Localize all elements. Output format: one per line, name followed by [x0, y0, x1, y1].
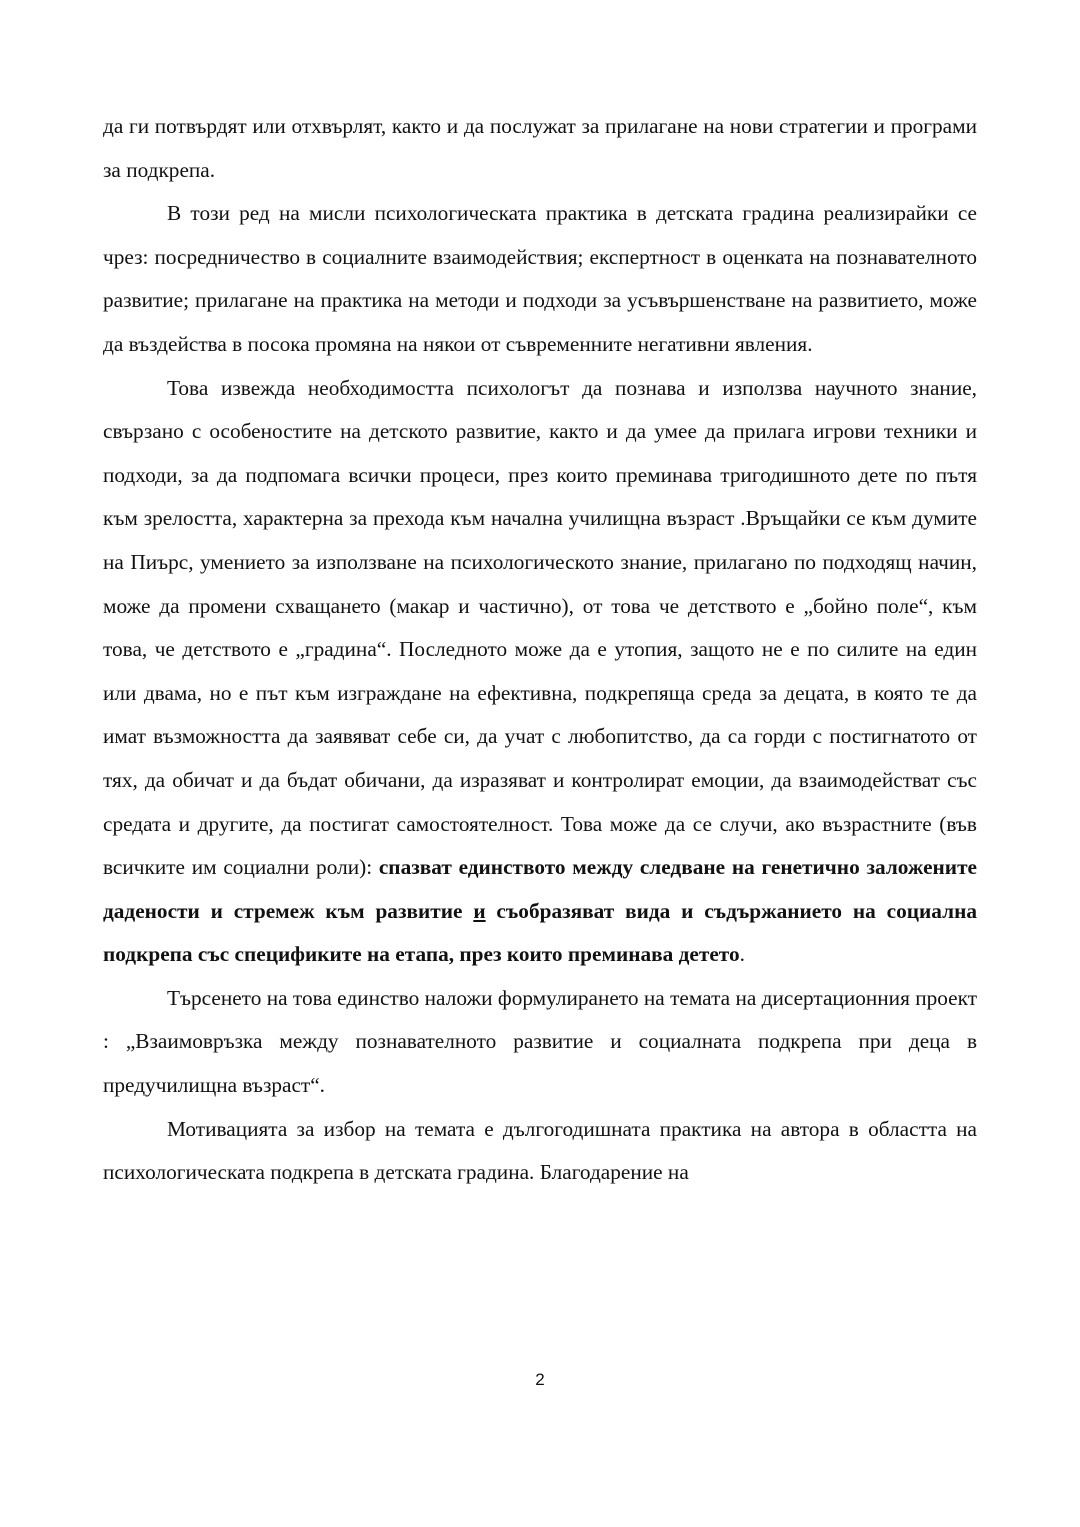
paragraph-3-end: .: [739, 942, 745, 967]
page-number: 2: [535, 1370, 545, 1389]
paragraph-3-underlined: и: [473, 898, 486, 923]
paragraph-3: [103, 367, 977, 977]
paragraph-3-bold-2: съобразяват вида и съдържанието на социална подкрепа със спецификите на етапа, през които преминава детето: [103, 898, 977, 967]
paragraph-4: Търсенето на това единство наложи формулирането на темата на дисертационния проект : „Взаимовръзка между познавателното развитие и социалната подкрепа при деца в предучилищна възраст“.: [103, 985, 977, 1098]
paragraph-5: Мотивацията за избор на темата е дългогодишната практика на автора в областта на психологическата подкрепа в детската градина. Благодарение на: [103, 1116, 977, 1185]
paragraph-3-text: Това извежда необходимостта психологът да познава и използва научното знание, свързано с особеностите на детското развитие, както и да умее да прилага игрови техники и подходи, за да подпомага всички процеси, през които преминава тригодишното дете по пътя към зрелостта, характерна за прехода към начална училищна възраст .Връщайки се към думите на Пиърс, умението за използване на психологическото знание, прилагано по подходящ начин, може да промени схващането (макар и частично), от това че детството е „бойно поле“, към това, че детството е „градина“. Последното може да е утопия, защото не е по силите на един или двама, но е път към изграждане на ефективна, подкрепяща среда за децата, в която те да имат възможността да заявяват себе си, да учат с любопитство, да са горди с постигнатото от тях, да обичат и да бъдат обичани, да изразяват и контролират емоции, да взаимодействат със средата и другите, да постигат самостоятелност. Това може да се случи, ако възрастните (във всичките им социални роли):: [103, 375, 977, 880]
document-page: [103, 105, 977, 1195]
paragraph-3-bold-1: спазват единството между следване на генетично заложените дадености и стремеж към развитие: [103, 855, 977, 923]
paragraph-1: да ги потвърдят или отхвърлят, както и да послужат за прилагане на нови стратегии и програми за подкрепа.: [103, 114, 977, 182]
paragraph-2: В този ред на мисли психологическата практика в детската градина реализирайки се чрез: посредничество в социалните взаимодействия; експертност в оценката на познавателното развитие; прилагане на практика на методи и подходи за усъвършенстване на развитието, може да въздейства в посока промяна на някои от съвременните негативни явления.: [103, 201, 977, 356]
